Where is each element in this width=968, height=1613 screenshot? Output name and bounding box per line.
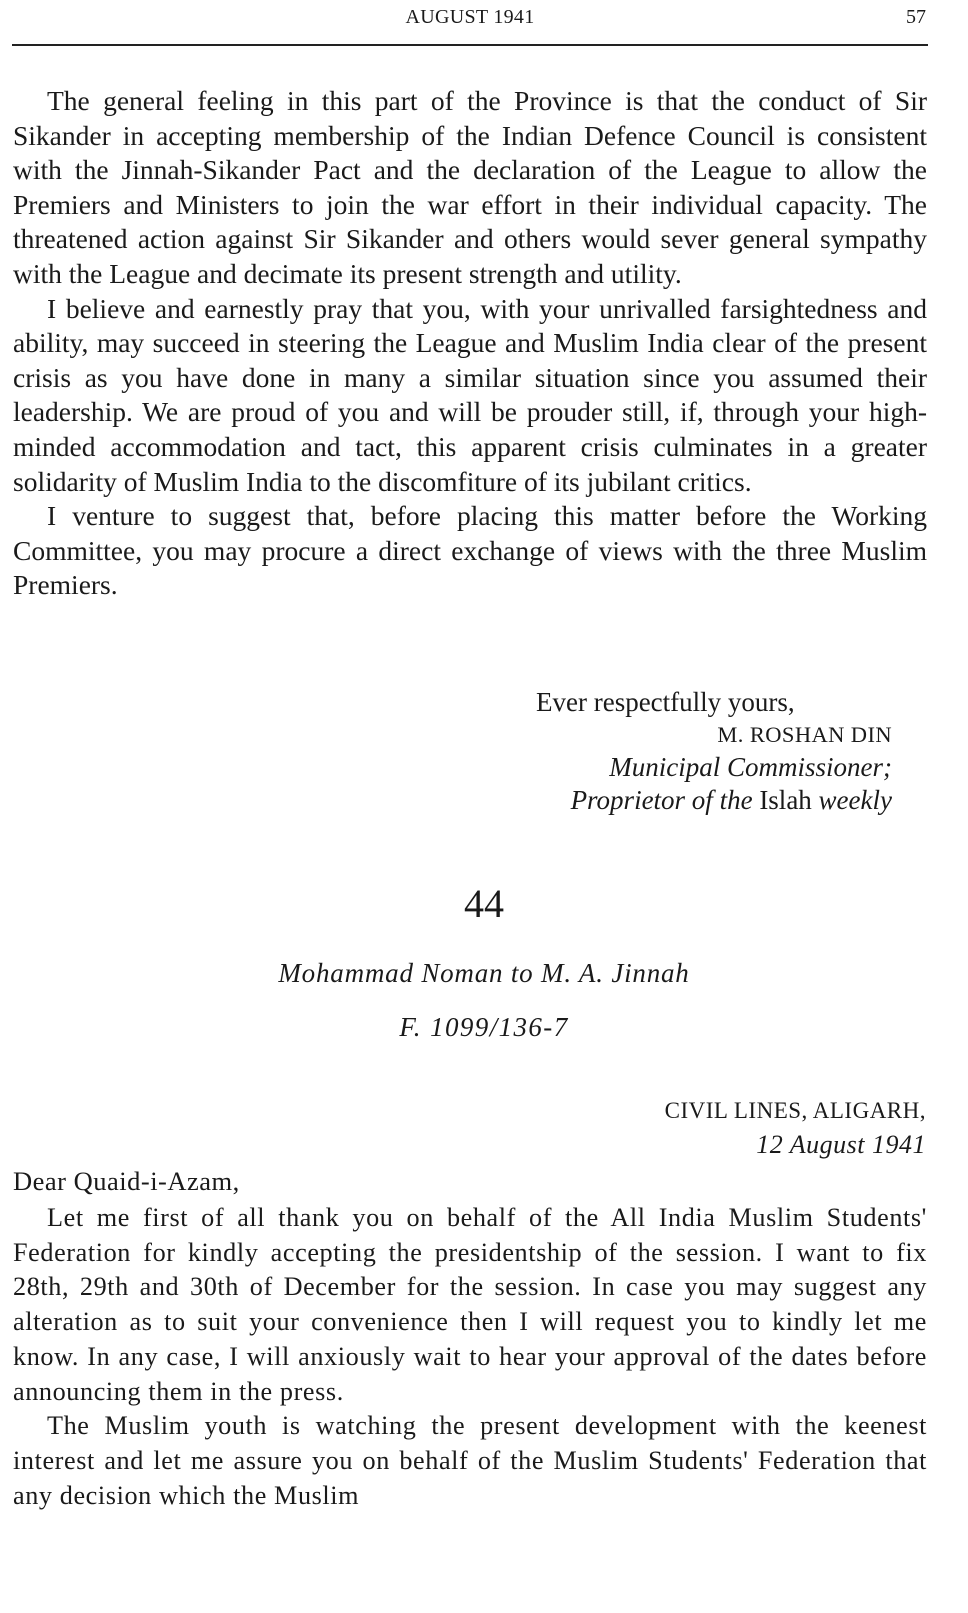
newspaper-name: Islah <box>759 784 812 815</box>
paragraph: I venture to suggest that, before placing this matter before the Working Committee, you may procure a direct exchange of views with the three Muslim Premiers. <box>13 500 927 601</box>
letter-44-body <box>13 1201 927 1513</box>
signatory-designation: Municipal Commissioner; <box>609 752 892 782</box>
paragraph: The Muslim youth is watching the present development with the keenest interest and let me assure you on behalf of the Muslim Students' Federation that any decision which the Muslim <box>13 1411 927 1510</box>
salutation: Dear Quaid-i-Azam, <box>13 1166 240 1196</box>
paragraph: The general feeling in this part of the Province is that the conduct of Sir Sikander in accepting membership of the Indian Defence Council is consistent with the Jinnah-Sikander Pact and the declaration of the League to allow the Premiers and Ministers to join the war effort in their individual capacity. The threatened action against Sir Sikander and others would sever general sympathy with the League and decimate its present strength and utility. <box>13 85 927 289</box>
sender-address: CIVIL LINES, ALIGARH, <box>664 1098 926 1123</box>
complimentary-close: Ever respectfully yours, <box>536 687 795 717</box>
proprietor-suffix: weekly <box>811 784 892 815</box>
letter-43-body <box>13 84 927 603</box>
running-title: AUGUST 1941 <box>405 6 535 28</box>
document-title: Mohammad Noman to M. A. Jinnah <box>278 958 690 988</box>
header-rule <box>12 44 928 46</box>
running-header <box>14 6 926 36</box>
sender-address-block <box>665 1094 926 1162</box>
paragraph: I believe and earnestly pray that you, with your unrivalled farsightedness and ability, may succeed in steering the League and Muslim India clear of the present crisis as you have done in many a similar situation since you assumed their leadership. We are proud of you and will be prouder still, if, through your high-minded accommodation and tact, this apparent crisis culminates in a greater solidarity of Muslim India to the discomfiture of its jubilant critics. <box>13 292 927 497</box>
proprietor-prefix: Proprietor of the <box>570 784 760 815</box>
letter-43-closing <box>472 686 892 816</box>
letter-date: 12 August 1941 <box>756 1130 926 1159</box>
document-number: 44 <box>464 881 504 926</box>
paragraph: Let me first of all thank you on behalf of the All India Muslim Students' Federation for kindly accepting the presidentship of the session. I want to fix 28th, 29th and 30th of December for the session. In case you may suggest any alteration as to suit your convenience then I will request you to kindly let me know. In any case, I will anxiously wait to hear your approval of the dates before announcing them in the press. <box>13 1203 927 1406</box>
document-reference: F. 1099/136-7 <box>399 1012 569 1042</box>
signatory-name: M. ROSHAN DIN <box>717 721 892 747</box>
signatory-proprietor-line <box>472 784 892 817</box>
page-number: 57 <box>906 6 926 28</box>
